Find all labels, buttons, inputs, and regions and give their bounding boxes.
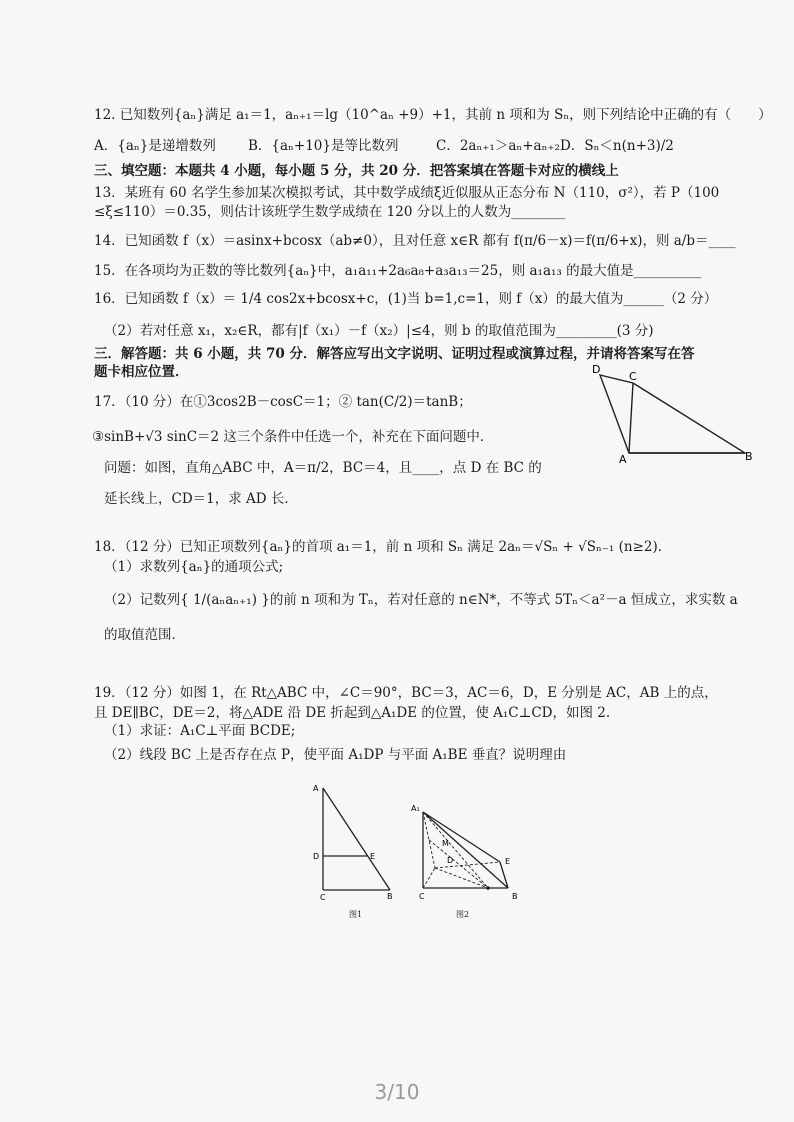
- fig1-label-a: A: [313, 784, 319, 793]
- fig1-label-b: B: [387, 892, 393, 900]
- q16-line1: 16．已知函数 f（x）＝ 1/4 cos2x+bcosx+c，(1)当 b=1,c=1，则 f（x）的最大值为______（2 分）: [94, 291, 718, 307]
- q12-stem: 12. 已知数列{aₙ}满足 a₁＝1，aₙ₊₁＝lg（10^aₙ +9）+1，其前 n 项和为 Sₙ，则下列结论中正确的有（ ）: [94, 107, 772, 123]
- section-fill-in-heading: 三、填空题：本题共 4 小题，每小题 5 分，共 20 分．把答案填在答题卡对应的横线上: [94, 163, 619, 179]
- q17-line1: 17．（10 分）在①3cos2B－cosC＝1；② tan(C/2)＝tanB；: [94, 394, 472, 410]
- q12-option-c: C．2aₙ₊₁＞aₙ+aₙ₊₂: [436, 138, 560, 154]
- section-solve-heading-1: 三．解答题：共 6 小题，共 70 分．解答应写出文字说明、证明过程或演算过程，并请将答案写在答: [94, 346, 695, 362]
- fig2-caption: 图2: [456, 910, 470, 919]
- q19-line1: 19．（12 分）如图 1，在 Rt△ABC 中，∠C＝90°，BC＝3，AC＝6，D，E 分别是 AC，AB 上的点，: [94, 685, 718, 701]
- q14: 14．已知函数 f（x）＝asinx+bcosx（ab≠0），且对任意 x∈R 都有 f(π/6－x)＝f(π/6+x)，则 a/b＝____: [94, 233, 736, 249]
- section-solve-heading-2: 题卡相应位置．: [94, 364, 189, 380]
- q19-line2: 且 DE∥BC，DE＝2，将△ADE 沿 DE 折起到△A₁DE 的位置，使 A₁C⊥CD，如图 2.: [94, 705, 611, 721]
- q18-line3: （2）记数列{ 1/(aₙaₙ₊₁) }的前 n 项和为 Tₙ，若对任意的 n∈N*，不等式 5Tₙ＜a²－a 恒成立，求实数 a: [104, 592, 738, 608]
- fig1-label-d: D: [313, 852, 320, 861]
- q17-label-d: D: [592, 363, 601, 376]
- page-indicator: 3/10: [374, 1080, 420, 1104]
- q18-line2: （1）求数列{aₙ}的通项公式;: [104, 559, 284, 575]
- q18-line1: 18．（12 分）已知正项数列{aₙ}的首项 a₁＝1，前 n 项和 Sₙ 满足 2aₙ＝√Sₙ + √Sₙ₋₁ (n≥2)．: [94, 539, 672, 555]
- q12-option-b: B．{aₙ+10}是等比数列: [248, 138, 399, 154]
- q17-line4: 延长线上，CD＝1，求 AD 长．: [104, 491, 298, 507]
- fig2-label-e: E: [505, 857, 511, 866]
- fig2-label-c: C: [419, 892, 425, 901]
- q17-line3: 问题：如图，直角△ABC 中，A＝π/2，BC＝4，且____，点 D 在 BC 的: [104, 460, 542, 476]
- q13-line1: 13．某班有 60 名学生参加某次模拟考试，其中数学成绩ξ近似服从正态分布 N（110，σ²），若 P（100: [94, 185, 720, 201]
- fig2-label-m: M: [442, 839, 449, 848]
- q16-line2: （2）若对任意 x₁，x₂∈R，都有|f（x₁）－f（x₂）|≤4，则 b 的取值范围为_________(3 分): [104, 323, 654, 339]
- q17-line2: ③sinB+√3 sinC＝2 这三个条件中任选一个，补充在下面问题中．: [92, 429, 494, 445]
- q15: 15．在各项均为正数的等比数列{aₙ}中，a₁a₁₁+2a₆a₈+a₃a₁₃＝25，则 a₁a₁₃ 的最大值是__________: [94, 263, 702, 279]
- q17-label-c: C: [629, 370, 637, 383]
- fig1-label-e: E: [370, 852, 376, 861]
- q19-figure-2: [405, 800, 530, 905]
- q12-option-d: D．Sₙ＜n(n+3)/2: [560, 138, 674, 154]
- fig2-label-b: B: [512, 892, 518, 901]
- q17-triangle-figure: [585, 360, 760, 465]
- q17-label-b: B: [745, 450, 753, 463]
- fig2-label-d: D: [447, 856, 454, 865]
- fig1-caption: 图1: [349, 910, 363, 919]
- q17-label-a: A: [619, 453, 627, 465]
- q12-option-a: A．{aₙ}是递增数列: [94, 138, 216, 154]
- q19-line4: （2）线段 BC 上是否存在点 P，使平面 A₁DP 与平面 A₁BE 垂直？说明理由: [104, 747, 567, 763]
- q19-figure-1: [305, 780, 400, 900]
- q18-line4: 的取值范围．: [104, 627, 185, 643]
- q19-line3: （1）求证：A₁C⊥平面 BCDE;: [104, 723, 296, 739]
- fig2-label-a1: A₁: [411, 804, 420, 813]
- fig1-label-c: C: [320, 893, 326, 900]
- q13-line2: ≤ξ≤110）＝0.35，则估计该班学生数学成绩在 120 分以上的人数为________: [94, 204, 566, 220]
